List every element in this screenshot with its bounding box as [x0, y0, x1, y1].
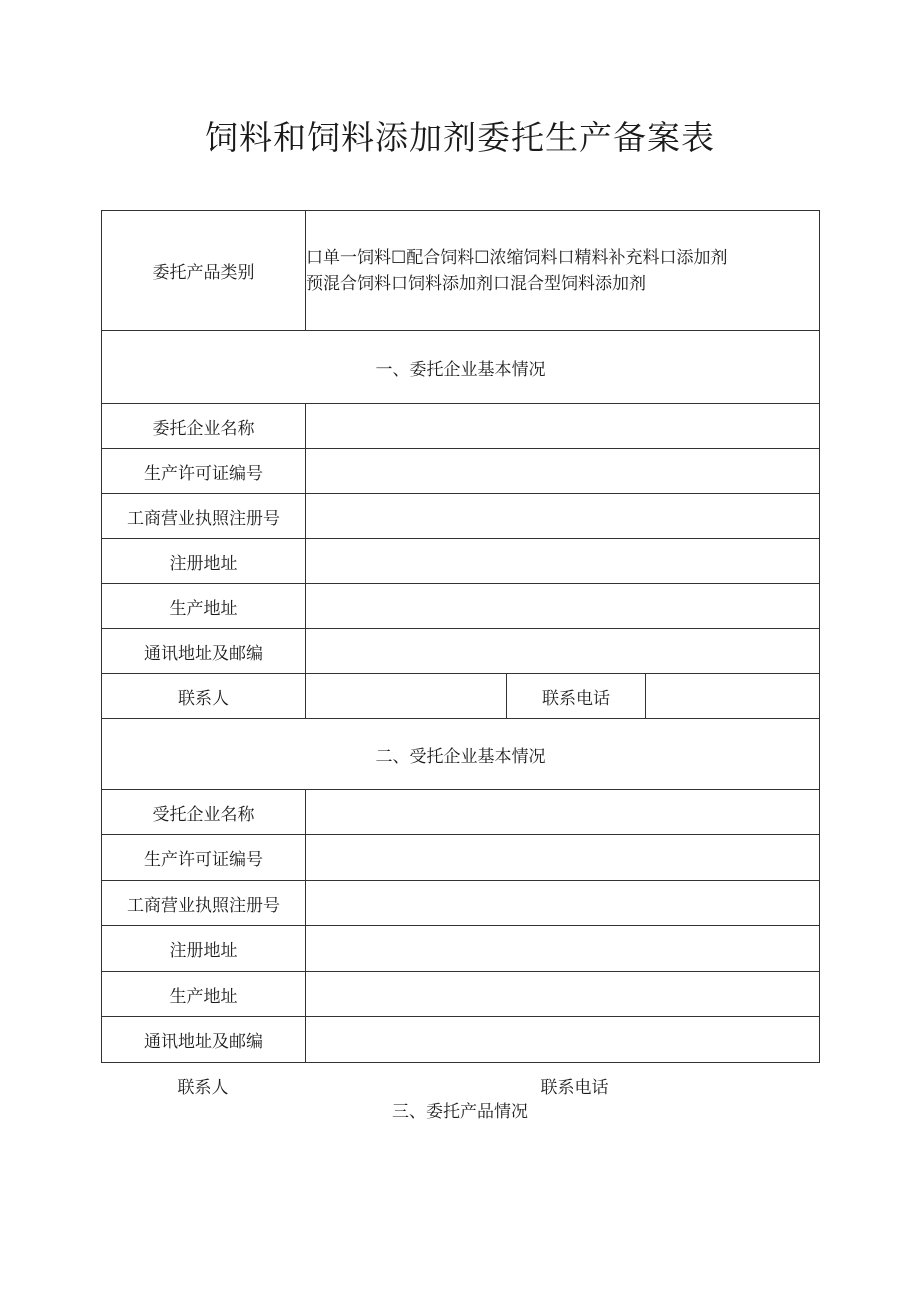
section1-phone-field[interactable]	[646, 674, 820, 719]
section1-phone-label: 联系电话	[507, 674, 646, 719]
section1-license-field[interactable]	[306, 449, 820, 494]
section2-contact-label: 联系人	[177, 1078, 229, 1098]
section1-license-label: 生产许可证编号	[102, 449, 306, 494]
section1-reg-address-field[interactable]	[306, 539, 820, 584]
section1-reg-address-row	[102, 539, 820, 584]
section2-reg-address-field[interactable]	[306, 926, 820, 972]
section3-heading: 三、委托产品情况	[392, 1102, 528, 1122]
section1-reg-address-label: 注册地址	[102, 539, 306, 584]
section1-prod-address-label: 生产地址	[102, 584, 306, 629]
section1-company-name-field[interactable]	[306, 404, 820, 449]
section2-prod-address-label: 生产地址	[102, 972, 306, 1017]
product-category-options-line1: 口单一饲料☐配合饲料☐浓缩饲料口精料补充料口添加剂	[306, 247, 728, 268]
section1-contact-label: 联系人	[102, 674, 306, 719]
product-category-label: 委托产品类别	[102, 211, 306, 331]
section2-mail-address-row	[102, 1017, 820, 1063]
section1-business-reg-field[interactable]	[306, 494, 820, 539]
section1-prod-address-row	[102, 584, 820, 629]
section1-business-reg-row	[102, 494, 820, 539]
section2-heading-row	[102, 719, 820, 790]
section2-company-name-field[interactable]	[306, 790, 820, 835]
section2-reg-address-row	[102, 926, 820, 972]
product-category-options[interactable]	[306, 211, 820, 331]
section2-phone-label: 联系电话	[540, 1078, 609, 1098]
section2-license-label: 生产许可证编号	[102, 835, 306, 881]
section2-company-name-label: 受托企业名称	[102, 790, 306, 835]
section2-reg-address-label: 注册地址	[102, 926, 306, 972]
section1-mail-address-label: 通讯地址及邮编	[102, 629, 306, 674]
product-category-options-line2: 预混合饲料口饲料添加剂口混合型饲料添加剂	[306, 273, 646, 294]
section2-mail-address-field[interactable]	[306, 1017, 820, 1063]
section1-company-name-label: 委托企业名称	[102, 404, 306, 449]
product-category-row	[102, 211, 820, 331]
section1-heading: 一、委托企业基本情况	[102, 331, 820, 404]
section1-contact-field[interactable]	[306, 674, 507, 719]
section2-mail-address-label: 通讯地址及邮编	[102, 1017, 306, 1063]
section1-business-reg-label: 工商营业执照注册号	[102, 494, 306, 539]
section1-mail-address-row	[102, 629, 820, 674]
section2-prod-address-field[interactable]	[306, 972, 820, 1017]
section1-prod-address-field[interactable]	[306, 584, 820, 629]
section2-license-field[interactable]	[306, 835, 820, 881]
section1-mail-address-field[interactable]	[306, 629, 820, 674]
section1-company-name-row	[102, 404, 820, 449]
section1-license-row	[102, 449, 820, 494]
section2-company-name-row	[102, 790, 820, 835]
section2-business-reg-label: 工商营业执照注册号	[102, 881, 306, 926]
section2-license-row	[102, 835, 820, 881]
section1-heading-row	[102, 331, 820, 404]
section2-prod-address-row	[102, 972, 820, 1017]
section1-contact-row	[102, 674, 820, 719]
page-title: 饲料和饲料添加剂委托生产备案表	[205, 118, 715, 157]
section2-business-reg-field[interactable]	[306, 881, 820, 926]
section2-heading: 二、受托企业基本情况	[102, 719, 820, 790]
filing-form-table	[101, 210, 820, 1063]
section2-business-reg-row	[102, 881, 820, 926]
